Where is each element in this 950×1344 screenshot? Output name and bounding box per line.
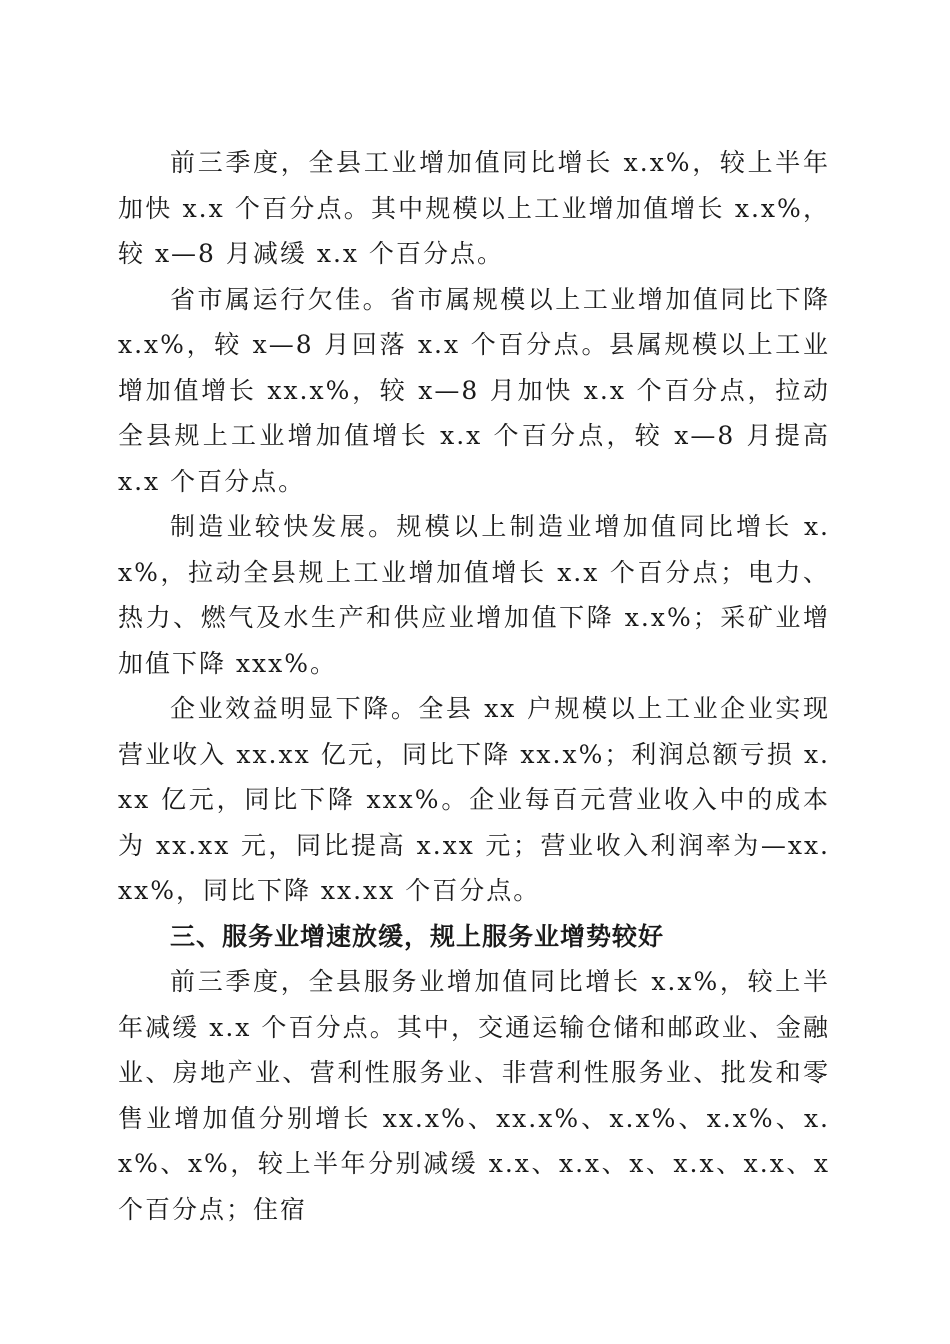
section-heading-services: 三、服务业增速放缓，规上服务业增势较好	[170, 921, 665, 951]
paragraph-enterprise-profit: 企业效益明显下降。全县 xx 户规模以上工业企业实现营业收入 xx.xx 亿元，同比下降 xx.x%；利润总额亏损 x.xx 亿元，同比下降 xxx%。企业每百元营业收入中的成本为 xx.xx 元，同比提高 x.xx 元；营业收入利润率为—xx.xx%，同比下降 xx.xx 个百分点。	[118, 694, 830, 905]
document-body	[118, 140, 830, 1232]
paragraph-services: 前三季度，全县服务业增加值同比增长 x.x%，较上半年减缓 x.x 个百分点。其中，交通运输仓储和邮政业、金融业、房地产业、营利性服务业、非营利性服务业、批发和零售业增加值分别增长 xx.x%、xx.x%、x.x%、x.x%、x.x%、x%，较上半年分别减缓 x.x、x.x、x、x.x、x.x、x 个百分点；住宿	[118, 967, 830, 1224]
paragraph-manufacturing: 制造业较快发展。规模以上制造业增加值同比增长 x.x%，拉动全县规上工业增加值增长 x.x 个百分点；电力、热力、燃气及水生产和供应业增加值下降 x.x%；采矿业增加值下降 xxx%。	[118, 512, 830, 678]
paragraph-provincial-municipal: 省市属运行欠佳。省市属规模以上工业增加值同比下降 x.x%，较 x—8 月回落 x.x 个百分点。县属规模以上工业增加值增长 xx.x%，较 x—8 月加快 x.x 个百分点，拉动全县规上工业增加值增长 x.x 个百分点，较 x—8 月提高 x.x 个百分点。	[118, 284, 830, 496]
paragraph-industry-overview: 前三季度，全县工业增加值同比增长 x.x%，较上半年加快 x.x 个百分点。其中规模以上工业增加值增长 x.x%，较 x—8 月减缓 x.x 个百分点。	[118, 148, 830, 268]
